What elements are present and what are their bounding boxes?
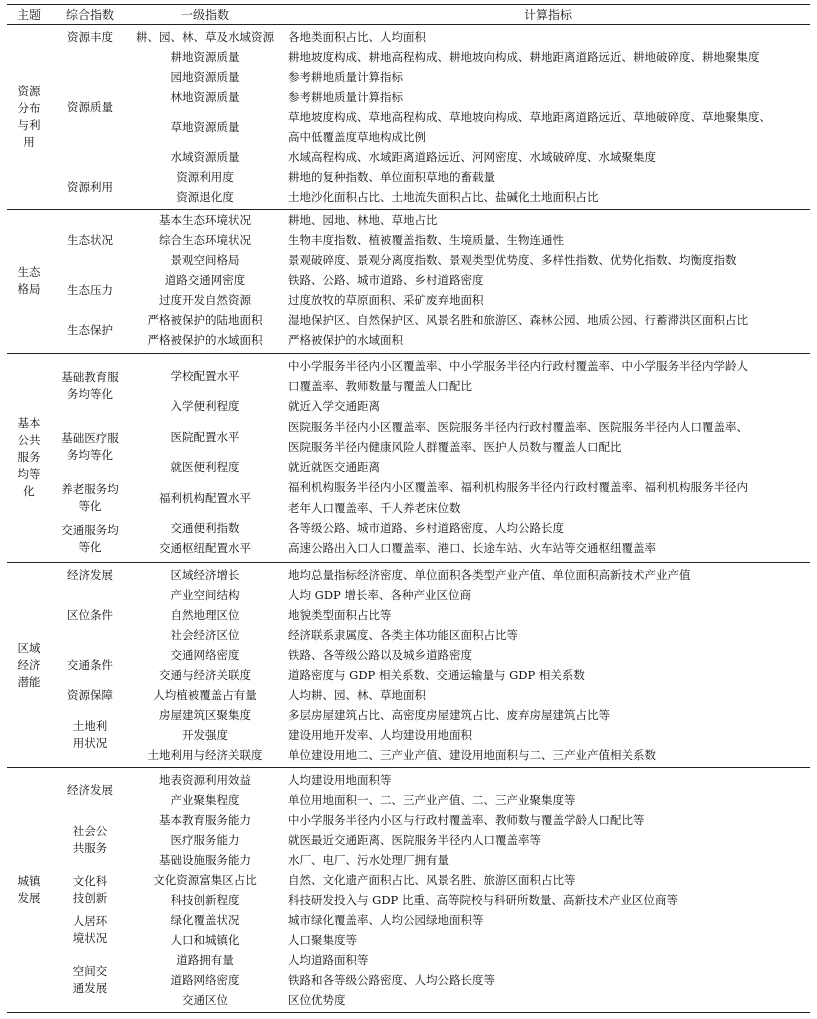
calc-indicator: 区位优势度: [288, 992, 346, 1007]
composite-index-line: 资源利用: [67, 179, 113, 194]
composite-index: [50, 657, 130, 674]
table-top-rule: [7, 4, 810, 5]
section-theme-line: 公共: [17, 433, 41, 447]
calc-indicator: 多层房屋建筑占比、高密度房屋建筑占比、废弃房屋建筑占比等: [288, 707, 610, 722]
calc-indicator: 单位用地面积一、二、三产业产值、二、三产业聚集度等: [288, 792, 576, 807]
level1-index: 社会经济区位: [170, 627, 240, 642]
level1-index: 过度开发自然资源: [159, 292, 251, 307]
section-theme-line: 潜能: [17, 674, 41, 689]
level1-index: 水域资源质量: [170, 149, 240, 164]
composite-index: [50, 29, 130, 46]
calc-indicator: 高速公路出入口人口覆盖率、港口、长途车站、火车站等交通枢纽覆盖率: [288, 541, 656, 556]
level1-index: 产业空间结构: [170, 587, 240, 602]
composite-index-line: 资源保障: [67, 687, 113, 702]
section-rule: [7, 562, 810, 563]
section-theme-line: 生态: [17, 264, 41, 279]
composite-index: [50, 369, 130, 403]
level1-index: 基本教育服务能力: [159, 812, 251, 827]
composite-index: [50, 718, 130, 752]
level1-index: 景观空间格局: [170, 253, 240, 268]
composite-index: [50, 873, 130, 907]
composite-index-line: 交通条件: [67, 657, 113, 672]
level1-index: 地表资源利用效益: [159, 772, 251, 787]
level1-index: 资源利用度: [176, 169, 234, 184]
composite-index-line: 人居环: [72, 914, 108, 928]
composite-index-line: 生态保护: [67, 322, 113, 337]
calc-indicator: 水厂、电厂、污水处理厂拥有量: [288, 852, 449, 867]
level1-index: 耕地资源质量: [170, 49, 240, 64]
level1-index: 房屋建筑区聚集度: [159, 707, 251, 722]
level1-index: 入学便利程度: [170, 399, 240, 414]
level1-index: 林地资源质量: [170, 89, 240, 104]
level1-index: 交通区位: [182, 992, 228, 1007]
composite-index-line: 生态压力: [67, 282, 113, 297]
section-theme-line: 格局: [17, 281, 41, 296]
calc-indicator: 铁路、公路、城市道路、乡村道路密度: [288, 273, 484, 287]
section-theme: [8, 873, 50, 907]
section-theme-line: 化: [23, 484, 35, 498]
calc-indicator: 自然、文化遗产面积占比、风景名胜、旅游区面积占比等: [288, 872, 576, 887]
level1-index: 道路网络密度: [170, 972, 240, 987]
composite-index-line: 经济发展: [67, 782, 113, 797]
composite-index-line: 生态状况: [67, 233, 113, 248]
composite-index: [50, 687, 130, 704]
section-theme-line: 服务: [17, 450, 41, 464]
calc-indicator: 湿地保护区、自然保护区、风景名胜和旅游区、森林公园、地质公园、行蓄滞洪区面积占比: [288, 312, 748, 327]
composite-index-line: 土地利: [72, 719, 108, 733]
composite-index-line: 资源质量: [67, 99, 113, 114]
level1-index: 文化资源富集区占比: [153, 872, 257, 887]
level1-index: 自然地理区位: [170, 607, 240, 622]
composite-index-line: 境状况: [72, 931, 108, 945]
level1-index: 福利机构配置水平: [159, 490, 251, 505]
composite-index-line: 基础教育服: [61, 370, 119, 385]
composite-index: [50, 823, 130, 857]
level1-index: 交通与经济关联度: [159, 667, 251, 682]
section-rule: [7, 767, 810, 768]
section-rule: [7, 209, 810, 210]
level1-index: 区域经济增长: [170, 567, 240, 582]
calc-indicator: 各地类面积占比、人均面积: [288, 29, 426, 44]
section-theme: [8, 264, 50, 298]
composite-index: [50, 322, 130, 339]
calc-indicator: 福利机构服务半径内小区覆盖率、福利机构服务半径内行政村覆盖率、福利机构服务半径内: [288, 480, 748, 495]
header-calc: 计算指标: [523, 8, 572, 22]
composite-index-line: 文化科: [72, 874, 108, 888]
level1-index: 医院配置水平: [170, 429, 240, 444]
calc-indicator: 铁路、各等级公路以及城乡道路密度: [288, 647, 472, 662]
composite-index: [50, 913, 130, 947]
calc-indicator: 中小学服务半径内小区与行政村覆盖率、教师数与覆盖学龄人口配比等: [288, 812, 645, 827]
calc-indicator: 就近入学交通距离: [288, 399, 380, 414]
level1-index: 道路交通网密度: [164, 273, 246, 287]
calc-indicator: 耕地、园地、林地、草地占比: [288, 213, 438, 228]
section-theme: [8, 640, 50, 691]
calc-indicator: 过度放牧的草原面积、采矿废弃地面积: [288, 292, 484, 307]
composite-index: [50, 282, 130, 299]
composite-index-line: 等化: [78, 499, 102, 514]
calc-indicator: 人均建设用地面积等: [288, 772, 392, 787]
composite-index-line: 等化: [78, 539, 102, 554]
section-theme: [8, 83, 50, 151]
header-theme: 主题: [16, 8, 41, 22]
composite-index-line: 务均等化: [67, 387, 113, 402]
calc-indicator: 景观破碎度、景观分离度指数、景观类型优势度、多样性指数、优势化指数、均衡度指数: [288, 253, 737, 268]
composite-index-line: 交通服务均: [61, 522, 119, 537]
calc-indicator: 严格被保护的水域面积: [288, 332, 403, 347]
calc-indicator: 经济联系隶属度、各类主体功能区面积占比等: [288, 627, 518, 642]
section-theme-line: 区域: [17, 640, 41, 655]
calc-indicator: 人均耕、园、林、草地面积: [288, 687, 426, 702]
level1-index: 严格被保护的水域面积: [147, 332, 263, 347]
header-level1: 一级指数: [180, 8, 229, 22]
section-theme-line: 资源: [17, 84, 41, 98]
composite-index: [50, 179, 130, 196]
calc-indicator: 参考耕地质量计算指标: [288, 89, 403, 104]
level1-index: 资源退化度: [176, 189, 234, 204]
header-composite: 综合指数: [65, 8, 114, 22]
level1-index: 耕、园、林、草及水域资源: [136, 29, 274, 44]
calc-indicator: 耕地坡度构成、耕地高程构成、耕地坡向构成、耕地距离道路远近、耕地破碎度、耕地聚集度: [288, 49, 760, 64]
level1-index: 交通枢纽配置水平: [159, 541, 251, 556]
calc-indicator: 人均道路面积等: [288, 952, 369, 967]
calc-indicator: 参考耕地质量计算指标: [288, 69, 403, 84]
section-theme-line: 与利: [17, 118, 41, 132]
composite-index: [50, 522, 130, 556]
composite-index-line: 空间交: [72, 964, 108, 978]
level1-index: 土地利用与经济关联度: [147, 747, 263, 762]
level1-index: 交通便利指数: [170, 521, 240, 536]
composite-index: [50, 481, 130, 515]
calc-indicator: 高中低覆盖度草地构成比例: [288, 129, 426, 144]
calc-indicator: 科技研发投入与 GDP 比重、高等院校与科研所数量、高新技术产业区位商等: [288, 892, 678, 907]
calc-indicator: 单位建设用地二、三产业产值、建设用地面积与二、三产业产值相关系数: [288, 747, 656, 762]
level1-index: 就医便利程度: [170, 460, 240, 475]
calc-indicator: 生物丰度指数、植被覆盖指数、生境质量、生物连通性: [288, 233, 564, 248]
calc-indicator: 人均 GDP 增长率、各种产业区位商: [288, 587, 471, 602]
calc-indicator: 建设用地开发率、人均建设用地面积: [288, 727, 472, 742]
calc-indicator: 城市绿化覆盖率、人均公园绿地面积等: [288, 912, 484, 927]
composite-index-line: 社会公: [72, 824, 108, 838]
level1-index: 基本生态环境状况: [159, 213, 251, 228]
level1-index: 人均植被覆盖占有量: [153, 687, 257, 702]
composite-index-line: 区位条件: [67, 607, 113, 622]
calc-indicator: 就医最近交通距离、医院服务半径内人口覆盖率等: [288, 832, 541, 847]
composite-index-line: 资源丰度: [67, 29, 113, 44]
composite-index: [50, 567, 130, 584]
composite-index-line: 用状况: [72, 736, 108, 750]
calc-indicator: 人口聚集度等: [288, 932, 357, 947]
calc-indicator: 土地沙化面积占比、土地流失面积占比、盐碱化土地面积占比: [288, 189, 599, 204]
calc-indicator: 耕地的复种指数、单位面积草地的畜载量: [288, 169, 495, 184]
section-theme-line: 均等: [17, 467, 41, 481]
composite-index: [50, 430, 130, 464]
section-theme-line: 分布: [17, 101, 41, 115]
section-theme: [8, 415, 50, 500]
calc-indicator: 地貌类型面积占比等: [288, 607, 392, 622]
level1-index: 绿化覆盖状况: [170, 912, 240, 927]
composite-index: [50, 99, 130, 116]
level1-index: 草地资源质量: [170, 119, 240, 134]
calc-indicator: 各等级公路、城市道路、乡村道路密度、人均公路长度: [288, 521, 564, 536]
section-theme-line: 城镇: [17, 874, 41, 888]
composite-index: [50, 232, 130, 249]
level1-index: 严格被保护的陆地面积: [147, 312, 263, 327]
calc-indicator: 就近就医交通距离: [288, 460, 380, 475]
level1-index: 医疗服务能力: [170, 832, 240, 847]
calc-indicator: 草地坡度构成、草地高程构成、草地坡向构成、草地距离道路远近、草地破碎度、草地聚集度、: [288, 109, 771, 124]
level1-index: 基础设施服务能力: [159, 852, 251, 867]
section-rule: [7, 353, 810, 354]
calc-indicator: 口覆盖率、教师数量与覆盖人口配比: [288, 378, 472, 393]
calc-indicator: 医院服务半径内健康风险人群覆盖率、医护人员数与覆盖人口配比: [288, 439, 622, 454]
section-theme-line: 基本: [17, 416, 41, 430]
section-theme-line: 用: [23, 135, 35, 149]
composite-index-line: 养老服务均: [61, 482, 119, 497]
calc-indicator: 道路密度与 GDP 相关系数、交通运输量与 GDP 相关系数: [288, 667, 585, 682]
calc-indicator: 老年人口覆盖率、千人养老床位数: [288, 500, 461, 515]
table-bottom-rule: [7, 1012, 810, 1013]
composite-index-line: 经济发展: [67, 567, 113, 582]
level1-index: 综合生态环境状况: [159, 233, 251, 248]
composite-index-line: 通发展: [72, 981, 108, 995]
calc-indicator: 铁路和各等级公路密度、人均公路长度等: [288, 972, 495, 987]
level1-index: 园地资源质量: [170, 69, 240, 84]
composite-index-line: 共服务: [72, 841, 108, 855]
level1-index: 学校配置水平: [170, 368, 240, 383]
level1-index: 开发强度: [182, 727, 228, 742]
composite-index-line: 务均等化: [67, 448, 113, 463]
level1-index: 交通网络密度: [170, 647, 240, 662]
calc-indicator: 水域高程构成、水域距离道路远近、河网密度、水域破碎度、水域聚集度: [288, 149, 656, 164]
composite-index: [50, 963, 130, 997]
calc-indicator: 地均总量指标经济密度、单位面积各类型产业产值、单位面积高新技术产业产值: [288, 567, 691, 582]
section-theme-line: 经济: [17, 657, 41, 672]
composite-index: [50, 782, 130, 799]
composite-index-line: 基础医疗服: [61, 431, 119, 446]
level1-index: 产业聚集程度: [170, 792, 240, 807]
level1-index: 人口和城镇化: [170, 932, 240, 947]
section-theme-line: 发展: [17, 891, 41, 905]
header-rule: [7, 24, 810, 25]
level1-index: 科技创新程度: [170, 892, 240, 907]
composite-index: [50, 607, 130, 624]
level1-index: 道路拥有量: [176, 952, 234, 967]
composite-index-line: 技创新: [72, 891, 108, 905]
calc-indicator: 中小学服务半径内小区覆盖率、中小学服务半径内行政村覆盖率、中小学服务半径内学龄人: [288, 358, 748, 373]
calc-indicator: 医院服务半径内小区覆盖率、医院服务半径内行政村覆盖率、医院服务半径内人口覆盖率、: [288, 419, 748, 434]
